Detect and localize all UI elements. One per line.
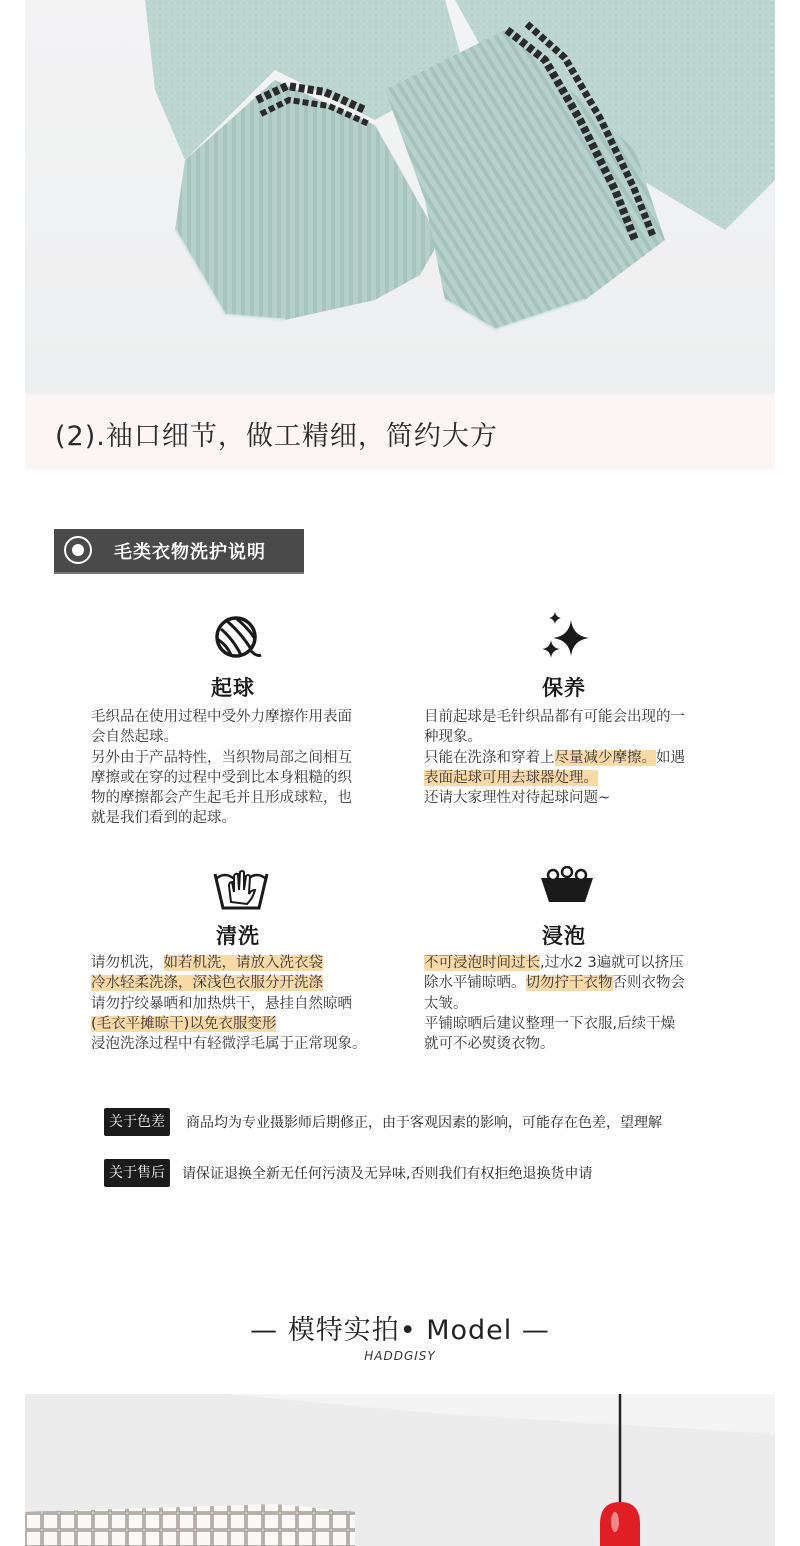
card-line: 还请大家理性对待起球问题~ (424, 790, 611, 807)
card-line: 就是我们看到的起球。 (91, 810, 236, 827)
card-title: 浸泡 (542, 924, 586, 948)
care-card-washing (91, 864, 391, 1064)
card-line: 另外由于产品特性，当织物局部之间相互 (91, 749, 352, 766)
note-text: 请保证退换全新无任何污渍及无异味,否则我们有权拒绝退换货申请 (182, 1166, 593, 1182)
card-line: 目前起球是毛针织品都有可能会出现的一 (424, 709, 685, 725)
card-line: 摩擦或在穿的过程中受到比本身粗糙的织 (91, 769, 352, 786)
card-line: 就可不必熨烫衣物。 (424, 1036, 555, 1053)
card-title: 保养 (542, 676, 586, 700)
model-heading: — 模特实拍• Model — (250, 1315, 550, 1346)
care-logo-icon (64, 536, 92, 564)
model-scene-illustration (25, 1394, 775, 1546)
card-body (424, 707, 724, 808)
card-body (91, 953, 391, 1054)
card-line: 不可浸泡时间过长,过水2 3遍就可以挤压 (424, 955, 684, 971)
sparkle-icon (539, 612, 593, 666)
card-line: 请勿机洗，如若机洗，请放入洗衣袋 (91, 955, 323, 971)
note-tag: 关于售后 (104, 1159, 170, 1187)
card-line: 只能在洗涤和穿着上尽量减少摩擦。如遇 (424, 749, 685, 766)
card-line: (毛衣平摊晾干)以免衣服变形 (91, 1015, 277, 1032)
card-title: 起球 (211, 676, 255, 700)
care-card-maintenance (424, 612, 724, 827)
sleeve-cuff-photo (25, 0, 775, 394)
card-line: 毛织品在使用过程中受外力摩擦作用表面 (91, 709, 352, 725)
hand-wash-icon (213, 864, 269, 912)
soak-basin-icon (539, 866, 595, 906)
model-section-heading (0, 1308, 800, 1363)
card-title: 清洗 (216, 924, 260, 948)
card-line: 除水平铺晾晒。切勿拧干衣物否则衣物会 (424, 975, 685, 992)
card-line: 平铺晾晒后建议整理一下衣服,后续干燥 (424, 1015, 676, 1032)
card-line: 表面起球可用去球器处理。 (424, 769, 598, 786)
card-line: 请勿拧绞暴晒和加热烘干，悬挂自然晾晒 (91, 995, 352, 1012)
card-body (424, 953, 724, 1054)
brand-subtitle: HADDGISY (364, 1349, 436, 1363)
detail-caption: (2).袖口细节，做工精细，简约大方 (55, 421, 498, 452)
caption-bar (25, 394, 775, 470)
care-card-soaking (424, 866, 724, 1066)
card-line: 种现象。 (424, 729, 482, 746)
card-body (91, 707, 391, 829)
card-line: 物的摩擦都会产生起毛并且形成球粒，也 (91, 790, 352, 807)
care-title: 毛类衣物洗护说明 (114, 542, 266, 563)
card-line: 太皱。 (424, 995, 468, 1012)
sleeve-cuff-illustration (25, 0, 775, 394)
care-title-badge (54, 529, 304, 574)
note-tag: 关于色差 (104, 1108, 170, 1136)
card-line: 会自然起球。 (91, 729, 178, 746)
yarn-ball-icon (213, 615, 263, 665)
model-photo (25, 1394, 775, 1546)
card-line: 冷水轻柔洗涤，深浅色衣服分开洗涤 (91, 975, 323, 992)
care-card-pilling (91, 615, 391, 830)
card-line: 浸泡洗涤过程中有轻微浮毛属于正常现象。 (91, 1036, 367, 1053)
note-text: 商品均为专业摄影师后期修正，由于客观因素的影响，可能存在色差，望理解 (186, 1115, 662, 1131)
